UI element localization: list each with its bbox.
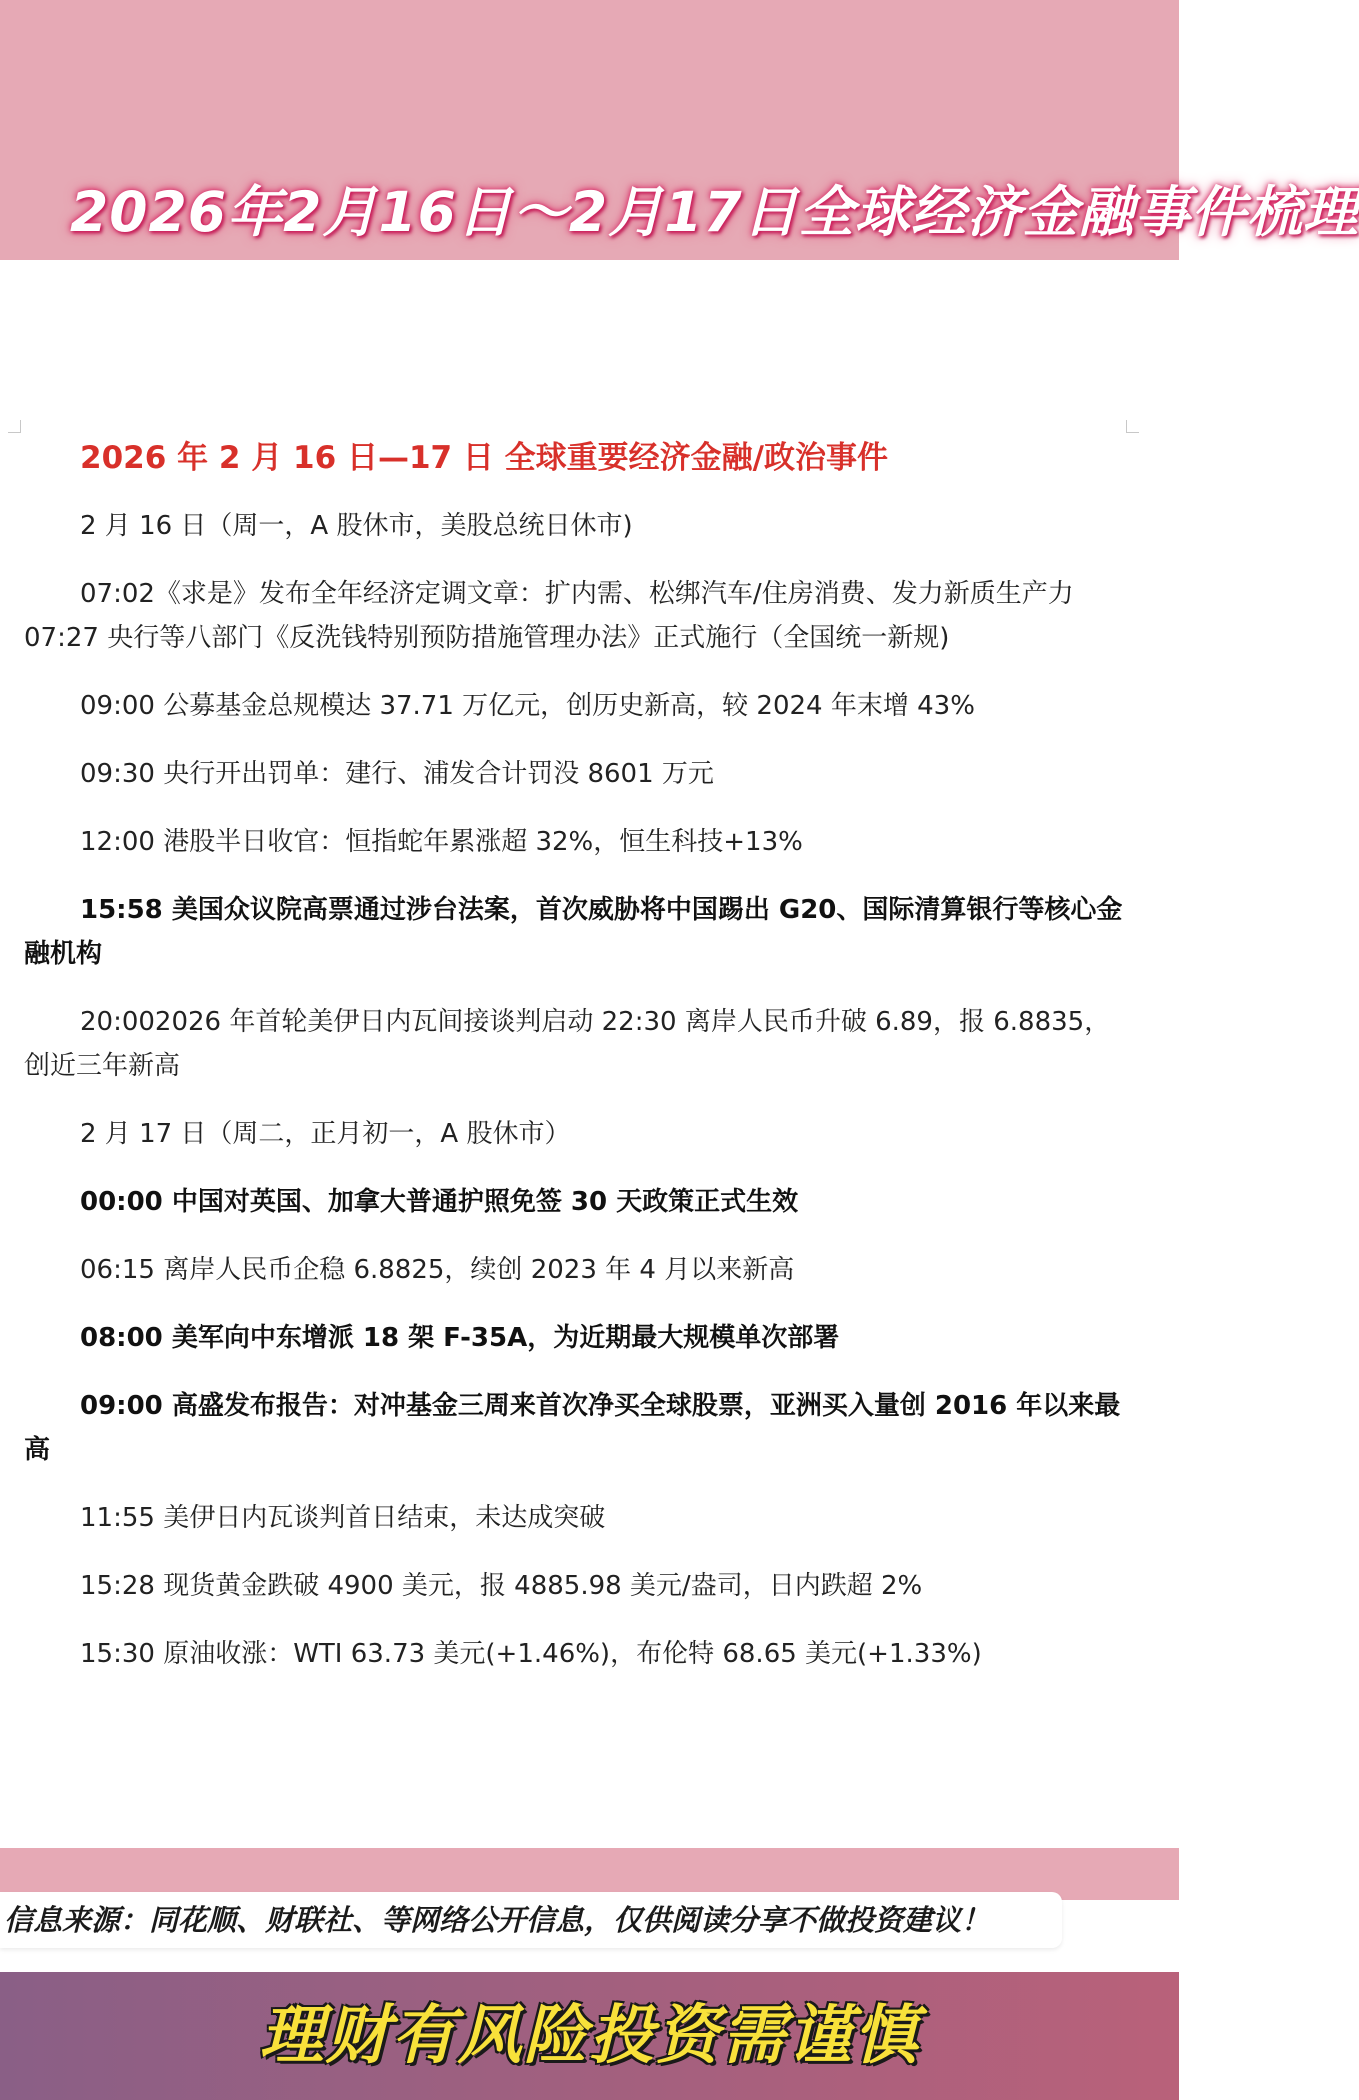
event-paragraph: 09:30 央行开出罚单：建行、浦发合计罚没 8601 万元 xyxy=(80,759,714,789)
event-paragraph: 15:28 现货黄金跌破 4900 美元，报 4885.98 美元/盎司，日内跌超 2% xyxy=(80,1571,923,1601)
risk-warning: 理财有风险投资需谨慎 xyxy=(259,1999,920,2073)
event-paragraph: 20:002026 年首轮美伊日内瓦间接谈判启动 22:30 离岸人民币升破 6.89，报 6.8835，创近三年新高 xyxy=(24,1007,1111,1081)
event-paragraph: 07:02《求是》发布全年经济定调文章：扩内需、松绑汽车/住房消费、发力新质生产力 07:27 央行等八部门《反洗钱特别预防措施管理办法》正式施行（全国统一新规) xyxy=(24,579,1074,653)
event-paragraph: 2 月 17 日（周二，正月初一，A 股休市） xyxy=(80,1119,571,1149)
event-paragraph: 09:00 公募基金总规模达 37.71 万亿元，创历史新高，较 2024 年末增 43% xyxy=(80,691,975,721)
event-paragraph: 15:30 原油收涨：WTI 63.73 美元(+1.46%)，布伦特 68.65 美元(+1.33%) xyxy=(80,1639,982,1669)
event-paragraph: 09:00 高盛发布报告：对冲基金三周来首次净买全球股票，亚洲买入量创 2016 年以来最高 xyxy=(24,1391,1121,1465)
event-paragraph: 2 月 16 日（周一，A 股休市，美股总统日休市) xyxy=(80,511,633,541)
event-paragraph: 12:00 港股半日收官：恒指蛇年累涨超 32%，恒生科技+13% xyxy=(80,827,803,857)
event-paragraph: 15:58 美国众议院高票通过涉台法案，首次威胁将中国踢出 G20、国际清算银行等核心金融机构 xyxy=(24,895,1123,969)
crop-mark-left xyxy=(8,420,21,433)
document-body xyxy=(24,504,1132,1700)
event-paragraph: 06:15 离岸人民币企稳 6.8825，续创 2023 年 4 月以来新高 xyxy=(80,1255,795,1285)
event-paragraph: 08:00 美军向中东增派 18 架 F-35A，为近期最大规模单次部署 xyxy=(80,1323,840,1353)
event-paragraph: 11:55 美伊日内瓦谈判首日结束，未达成突破 xyxy=(80,1503,606,1533)
source-note: 信息来源：同花顺、财联社、等网络公开信息，仅供阅读分享不做投资建议！ xyxy=(4,1903,991,1937)
banner-title: 2026年2月16日～2月17日全球经济金融事件梳理 xyxy=(70,180,1359,244)
source-note-bar xyxy=(0,1892,1062,1948)
event-paragraph: 00:00 中国对英国、加拿大普通护照免签 30 天政策正式生效 xyxy=(80,1187,799,1217)
document-heading: 2026 年 2 月 16 日—17 日 全球重要经济金融/政治事件 xyxy=(80,440,888,476)
